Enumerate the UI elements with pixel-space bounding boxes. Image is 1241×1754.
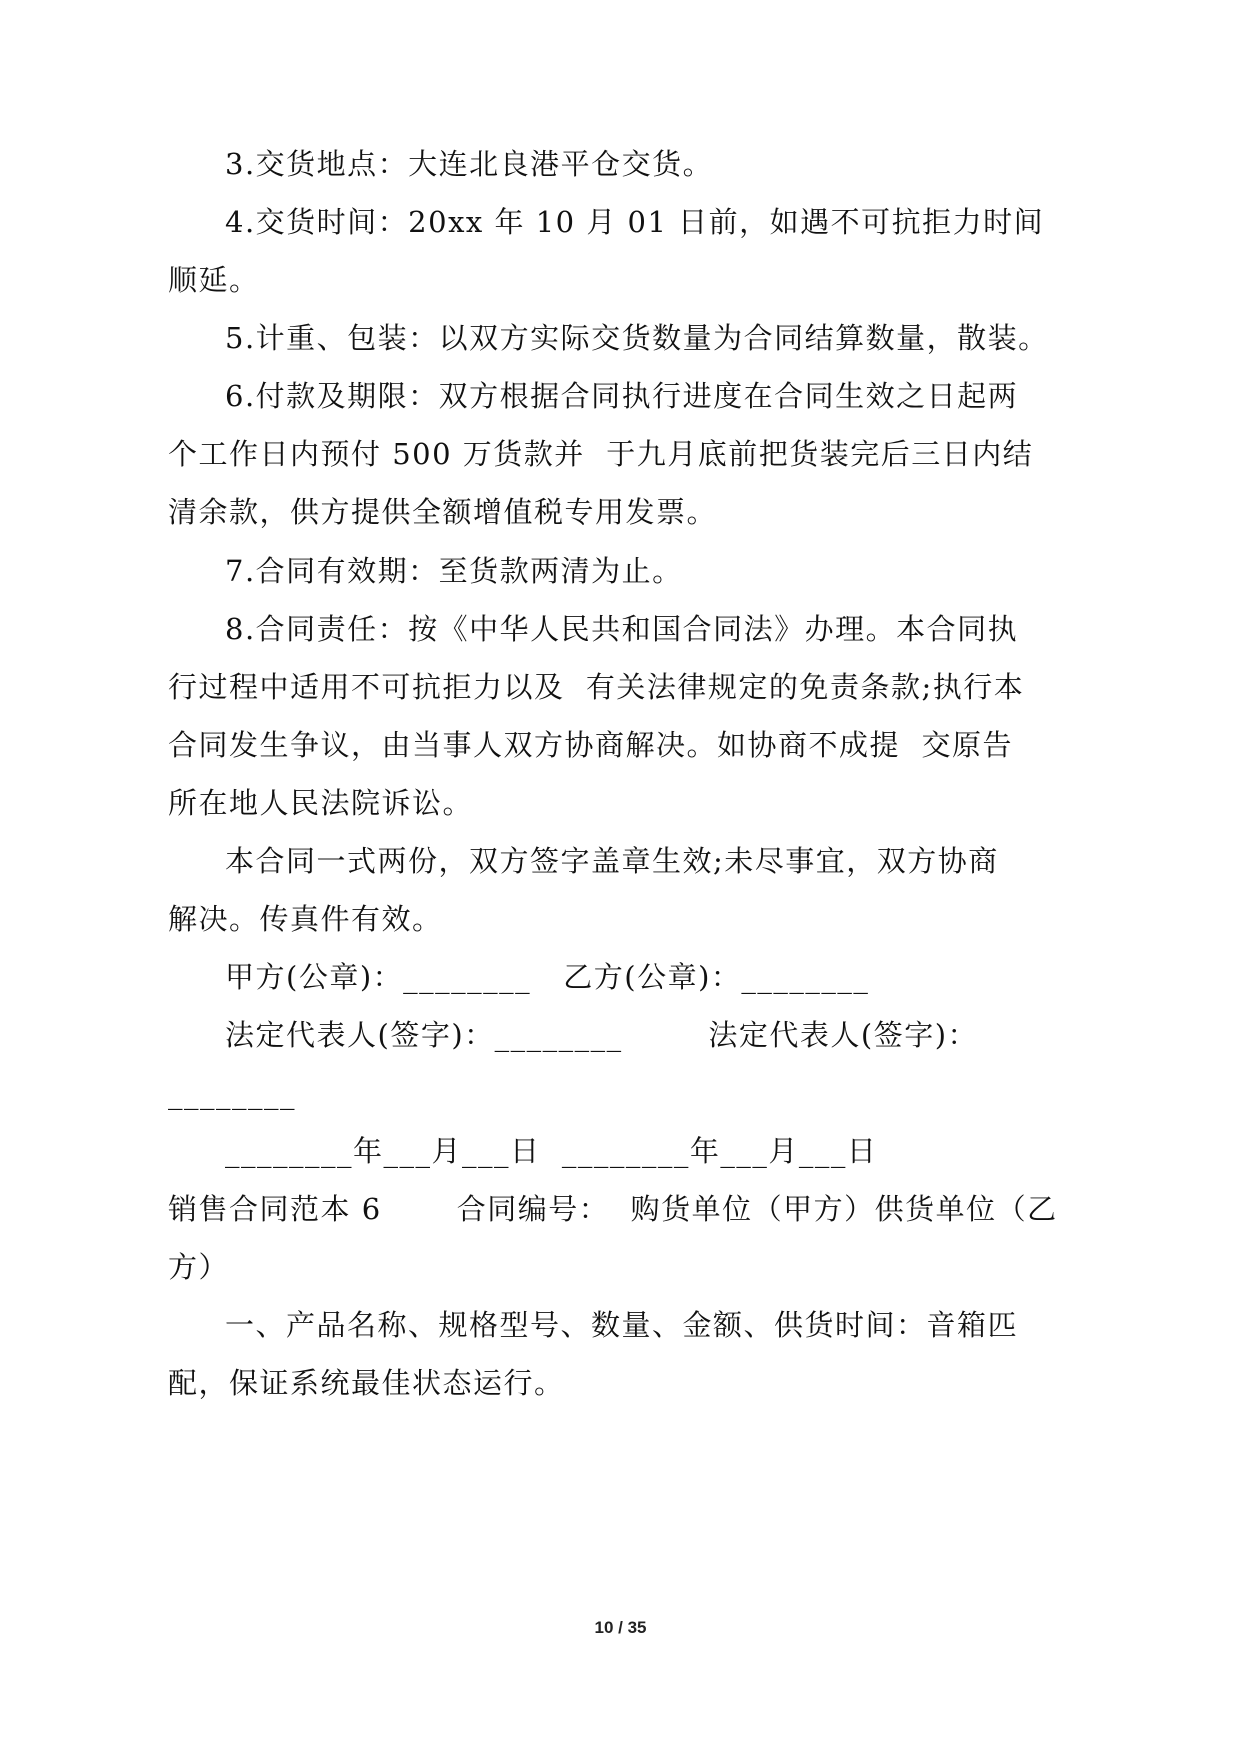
signature-line-seal: 甲方(公章)：________ 乙方(公章)：________ [225,960,870,994]
text-line: 行过程中适用不可抗拒力以及 有关法律规定的免责条款;执行本 [168,670,1025,704]
text-line: 8.合同责任：按《中华人民共和国合同法》办理。本合同执 [225,612,1019,646]
text-line: 所在地人民法院诉讼。 [168,786,474,820]
text-line: 本合同一式两份，双方签字盖章生效;未尽事宜，双方协商 [225,844,999,878]
text-line: 5.计重、包装：以双方实际交货数量为合同结算数量，散装。 [225,321,1049,355]
text-line: 清余款，供方提供全额增值税专用发票。 [168,495,718,529]
text-line: 配，保证系统最佳状态运行。 [168,1366,565,1400]
section-heading: 销售合同范本 6 合同编号： 购货单位（甲方）供货单位（乙 [168,1192,1058,1226]
signature-line-blank: ________ [168,1076,296,1110]
page-number: 10 / 35 [594,1618,647,1637]
text-line: 7.合同有效期：至货款两清为止。 [225,554,683,588]
text-line: 一、产品名称、规格型号、数量、金额、供货时间：音箱匹 [225,1308,1019,1342]
date-line: ________年___月___日 ________年___月___日 [225,1134,878,1168]
text-line: 3.交货地点：大连北良港平仓交货。 [225,147,714,181]
text-line: 个工作日内预付 500 万货款并 于九月底前把货装完后三日内结 [168,437,1034,471]
text-line: 合同发生争议，由当事人双方协商解决。如协商不成提 交原告 [168,728,1013,762]
text-line: 方） [168,1250,230,1284]
text-line: 6.付款及期限：双方根据合同执行进度在合同生效之日起两 [225,379,1019,413]
text-line: 顺延。 [168,263,260,297]
text-line: 解决。传真件有效。 [168,902,443,936]
text-line: 4.交货时间：20xx 年 10 月 01 日前，如遇不可抗拒力时间 [225,205,1045,239]
signature-line-representative: 法定代表人(签字)：________ 法定代表人(签字)： [225,1018,979,1052]
